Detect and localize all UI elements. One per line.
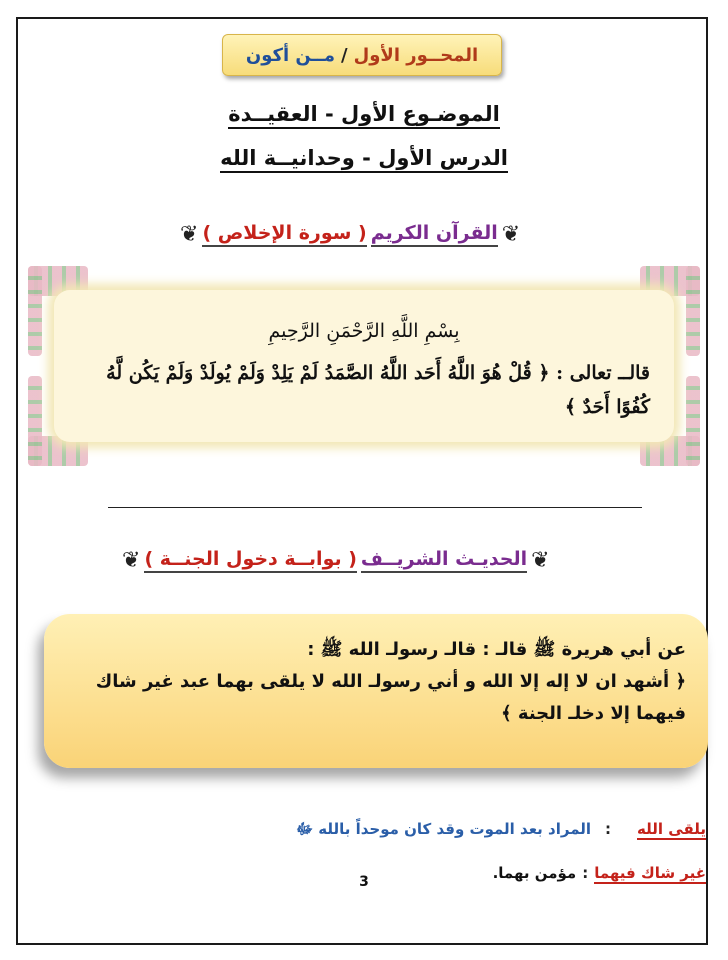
ornament-icon: ❦ [501, 221, 521, 247]
lesson-title: الدرس الأول - وحدانيــة الله [0, 146, 728, 170]
basmala: بِسْمِ اللَّهِ الرَّحْمَنِ الرَّحِيمِ [268, 320, 460, 342]
topic-title: الموضـوع الأول - العقيــدة [0, 102, 728, 126]
unit-badge [222, 34, 502, 76]
unit-theme: مــن أكون [245, 44, 336, 66]
hadith-box [44, 614, 708, 768]
quran-verse: قالــ تعالى : ﴿ قُلْ هُوَ اللَّهُ أَحَد اللَّهُ الصَّمَدُ لَمْ يَلِدْ وَلَمْ يُولَدْ وَلَمْ يَكُن لَّهُ كُفُوًا أَحَدٌ ﴾ [106, 362, 650, 418]
floral-corner-icon [28, 376, 42, 466]
surah-name: ( سورة الإخلاص ) [202, 222, 366, 247]
vocab-term: يلقى الله [637, 820, 706, 838]
ornament-icon: ❦ [180, 221, 199, 247]
hadith-narrator: عن أبي هريرة ﷺ قالـ : قالـ رسولـ الله ﷺ : [307, 639, 686, 660]
vocab-definition: مؤمن بهما. [492, 864, 577, 882]
divider [108, 507, 642, 508]
vocab-item [0, 820, 706, 842]
quran-box [54, 290, 674, 442]
vocab-colon: : [582, 864, 589, 882]
hadith-label: الحديـث الشريــف [361, 548, 527, 573]
unit-separator: / [341, 44, 348, 66]
vocab-definition: المراد بعد الموت وقد كان موحداً بالله ﷻ [296, 820, 592, 838]
floral-corner-icon [28, 266, 42, 356]
quran-label: القرآن الكريم [371, 222, 498, 247]
vocab-colon: : [605, 820, 612, 838]
quran-section-heading [180, 222, 520, 247]
page-number: 3 [359, 874, 369, 890]
quran-panel [28, 266, 700, 466]
floral-corner-icon [686, 376, 700, 466]
hadith-text: ﴿ أشهد ان لا إله إلا الله و أني رسولـ الله لا يلقى بهما عبد غير شاك فيهما إلا دخلـ الجنة ﴾ [95, 671, 686, 724]
ornament-icon: ❦ [122, 547, 141, 573]
unit-label: المحــور الأول [353, 44, 479, 66]
vocab-term: غير شاك فيهما [594, 864, 706, 882]
hadith-title: ( بوابــة دخول الجنــة ) [144, 548, 356, 573]
floral-corner-icon [686, 266, 700, 356]
ornament-icon: ❦ [531, 547, 550, 573]
hadith-section-heading [122, 548, 550, 573]
hadith-content [62, 634, 686, 730]
